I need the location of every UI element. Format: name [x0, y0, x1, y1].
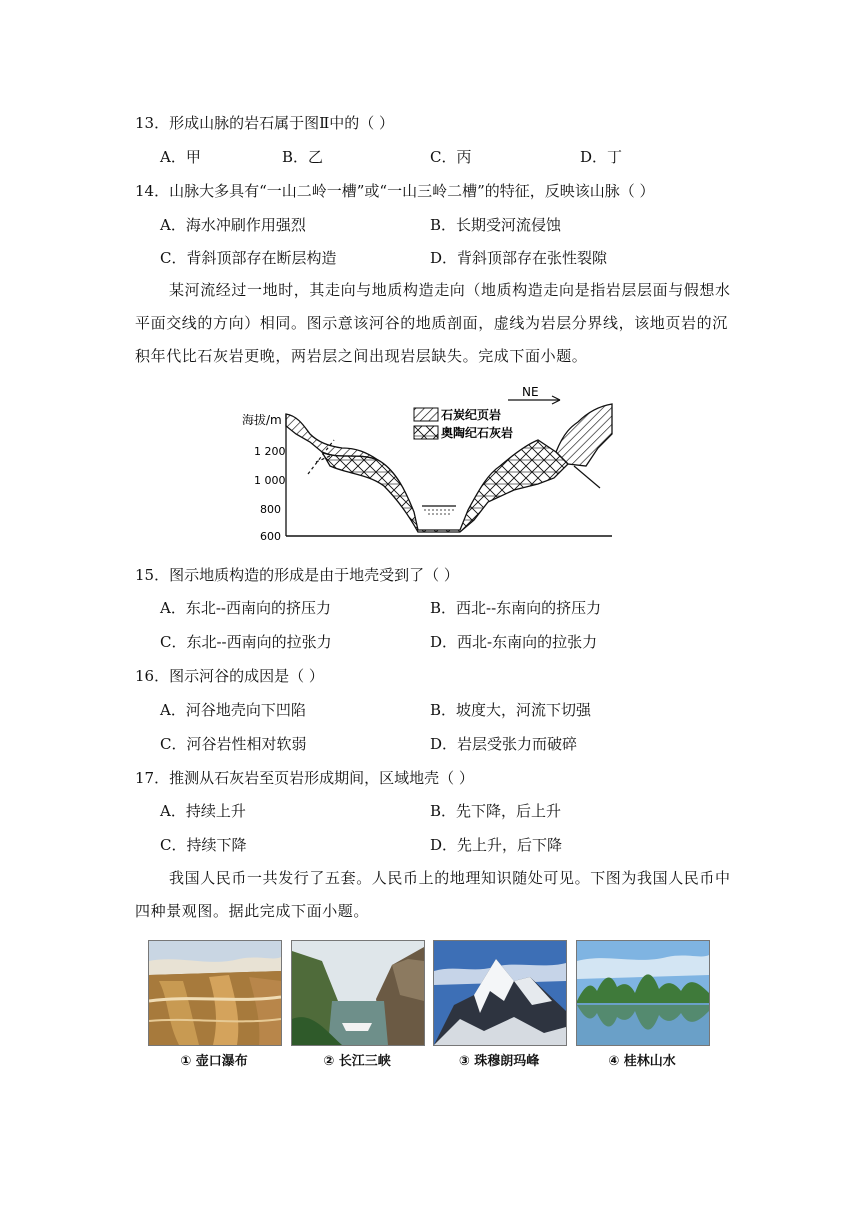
- question-14-option-b: B．长期受河流侵蚀: [430, 216, 562, 234]
- question-16-option-b: B．坡度大，河流下切强: [430, 701, 592, 719]
- question-13-stem: 13．形成山脉的岩石属于图Ⅱ中的（ ）: [135, 114, 395, 132]
- question-17-option-a: A．持续上升: [160, 802, 246, 820]
- question-14-option-c: C．背斜顶部存在断层构造: [160, 249, 337, 267]
- question-14-option-d: D．背斜顶部存在张性裂隙: [430, 249, 608, 267]
- question-17-option-d: D．先上升，后下降: [430, 836, 563, 854]
- question-16-option-a: A．河谷地壳向下凹陷: [160, 701, 306, 719]
- legend-shale-label: 石炭纪页岩: [441, 408, 502, 422]
- shale-layer-right: [556, 404, 612, 466]
- mountain-photo: [433, 940, 567, 1046]
- passage-currency: 我国人民币一共发行了五套。人民币上的地理知识随处可见。下图为我国人民币中四种景观图。据此完成下面小题。: [135, 869, 731, 920]
- question-16-stem: 16．图示河谷的成因是（ ）: [135, 667, 324, 685]
- question-15-option-a: A．东北--西南向的挤压力: [160, 599, 331, 617]
- question-15-option-b: B．西北--东南向的挤压力: [430, 599, 602, 617]
- question-13-option-c: C．丙: [430, 148, 472, 166]
- legend-shale-swatch: [414, 408, 438, 421]
- y-axis-label: 海拔/m: [242, 413, 282, 427]
- question-17-stem: 17．推测从石灰岩至页岩形成期间，区域地壳（ ）: [135, 769, 474, 787]
- question-16-option-d: D．岩层受张力而破碎: [430, 735, 578, 753]
- question-14-option-a: A．海水冲刷作用强烈: [160, 216, 306, 234]
- legend-limestone-label: 奥陶纪石灰岩: [441, 426, 514, 440]
- gorge-photo: [291, 940, 425, 1046]
- question-14-stem: 14．山脉大多具有“一山二岭一槽”或“一山三岭二槽”的特征，反映该山脉（ ）: [135, 182, 655, 200]
- waterfall-photo: [148, 940, 282, 1046]
- question-17-option-c: C．持续下降: [160, 836, 247, 854]
- karst-photo: [576, 940, 710, 1046]
- y-tick-800: 800: [260, 503, 281, 516]
- legend-limestone-swatch: [414, 426, 438, 439]
- question-15-option-c: C．东北--西南向的拉张力: [160, 633, 332, 651]
- caption-mountain: ③ 珠穆朗玛峰: [458, 1054, 540, 1069]
- question-13-option-d: D．丁: [580, 148, 623, 166]
- question-13-option-b: B．乙: [282, 148, 324, 166]
- river-valley-cross-section: [238, 382, 618, 542]
- boundary-right: [574, 466, 600, 488]
- caption-gorge: ② 长江三峡: [323, 1054, 391, 1069]
- y-tick-1200: 1 200: [254, 445, 286, 458]
- shale-layer-left: [286, 414, 378, 460]
- y-tick-600: 600: [260, 530, 281, 542]
- question-17-option-b: B．先下降，后上升: [430, 802, 562, 820]
- y-tick-1000: 1 000: [254, 474, 286, 487]
- passage-river-valley: 某河流经过一地时，其走向与地质构造走向（地质构造走向是指岩层层面与假想水平面交线的方向）相同。图示意该河谷的地质剖面，虚线为岩层分界线，该地页岩的沉积年代比石灰岩更晚，两岩层之间出现岩层缺失。完成下面小题。: [135, 281, 731, 365]
- caption-waterfall: ① 壶口瀑布: [180, 1054, 248, 1069]
- question-15-stem: 15．图示地质构造的形成是由于地壳受到了（ ）: [135, 566, 459, 584]
- question-15-option-d: D．西北-东南向的拉张力: [430, 633, 598, 651]
- caption-karst: ④ 桂林山水: [608, 1054, 676, 1069]
- direction-label: NE: [522, 385, 539, 399]
- question-16-option-c: C．河谷岩性相对软弱: [160, 735, 307, 753]
- question-13-option-a: A．甲: [160, 148, 201, 166]
